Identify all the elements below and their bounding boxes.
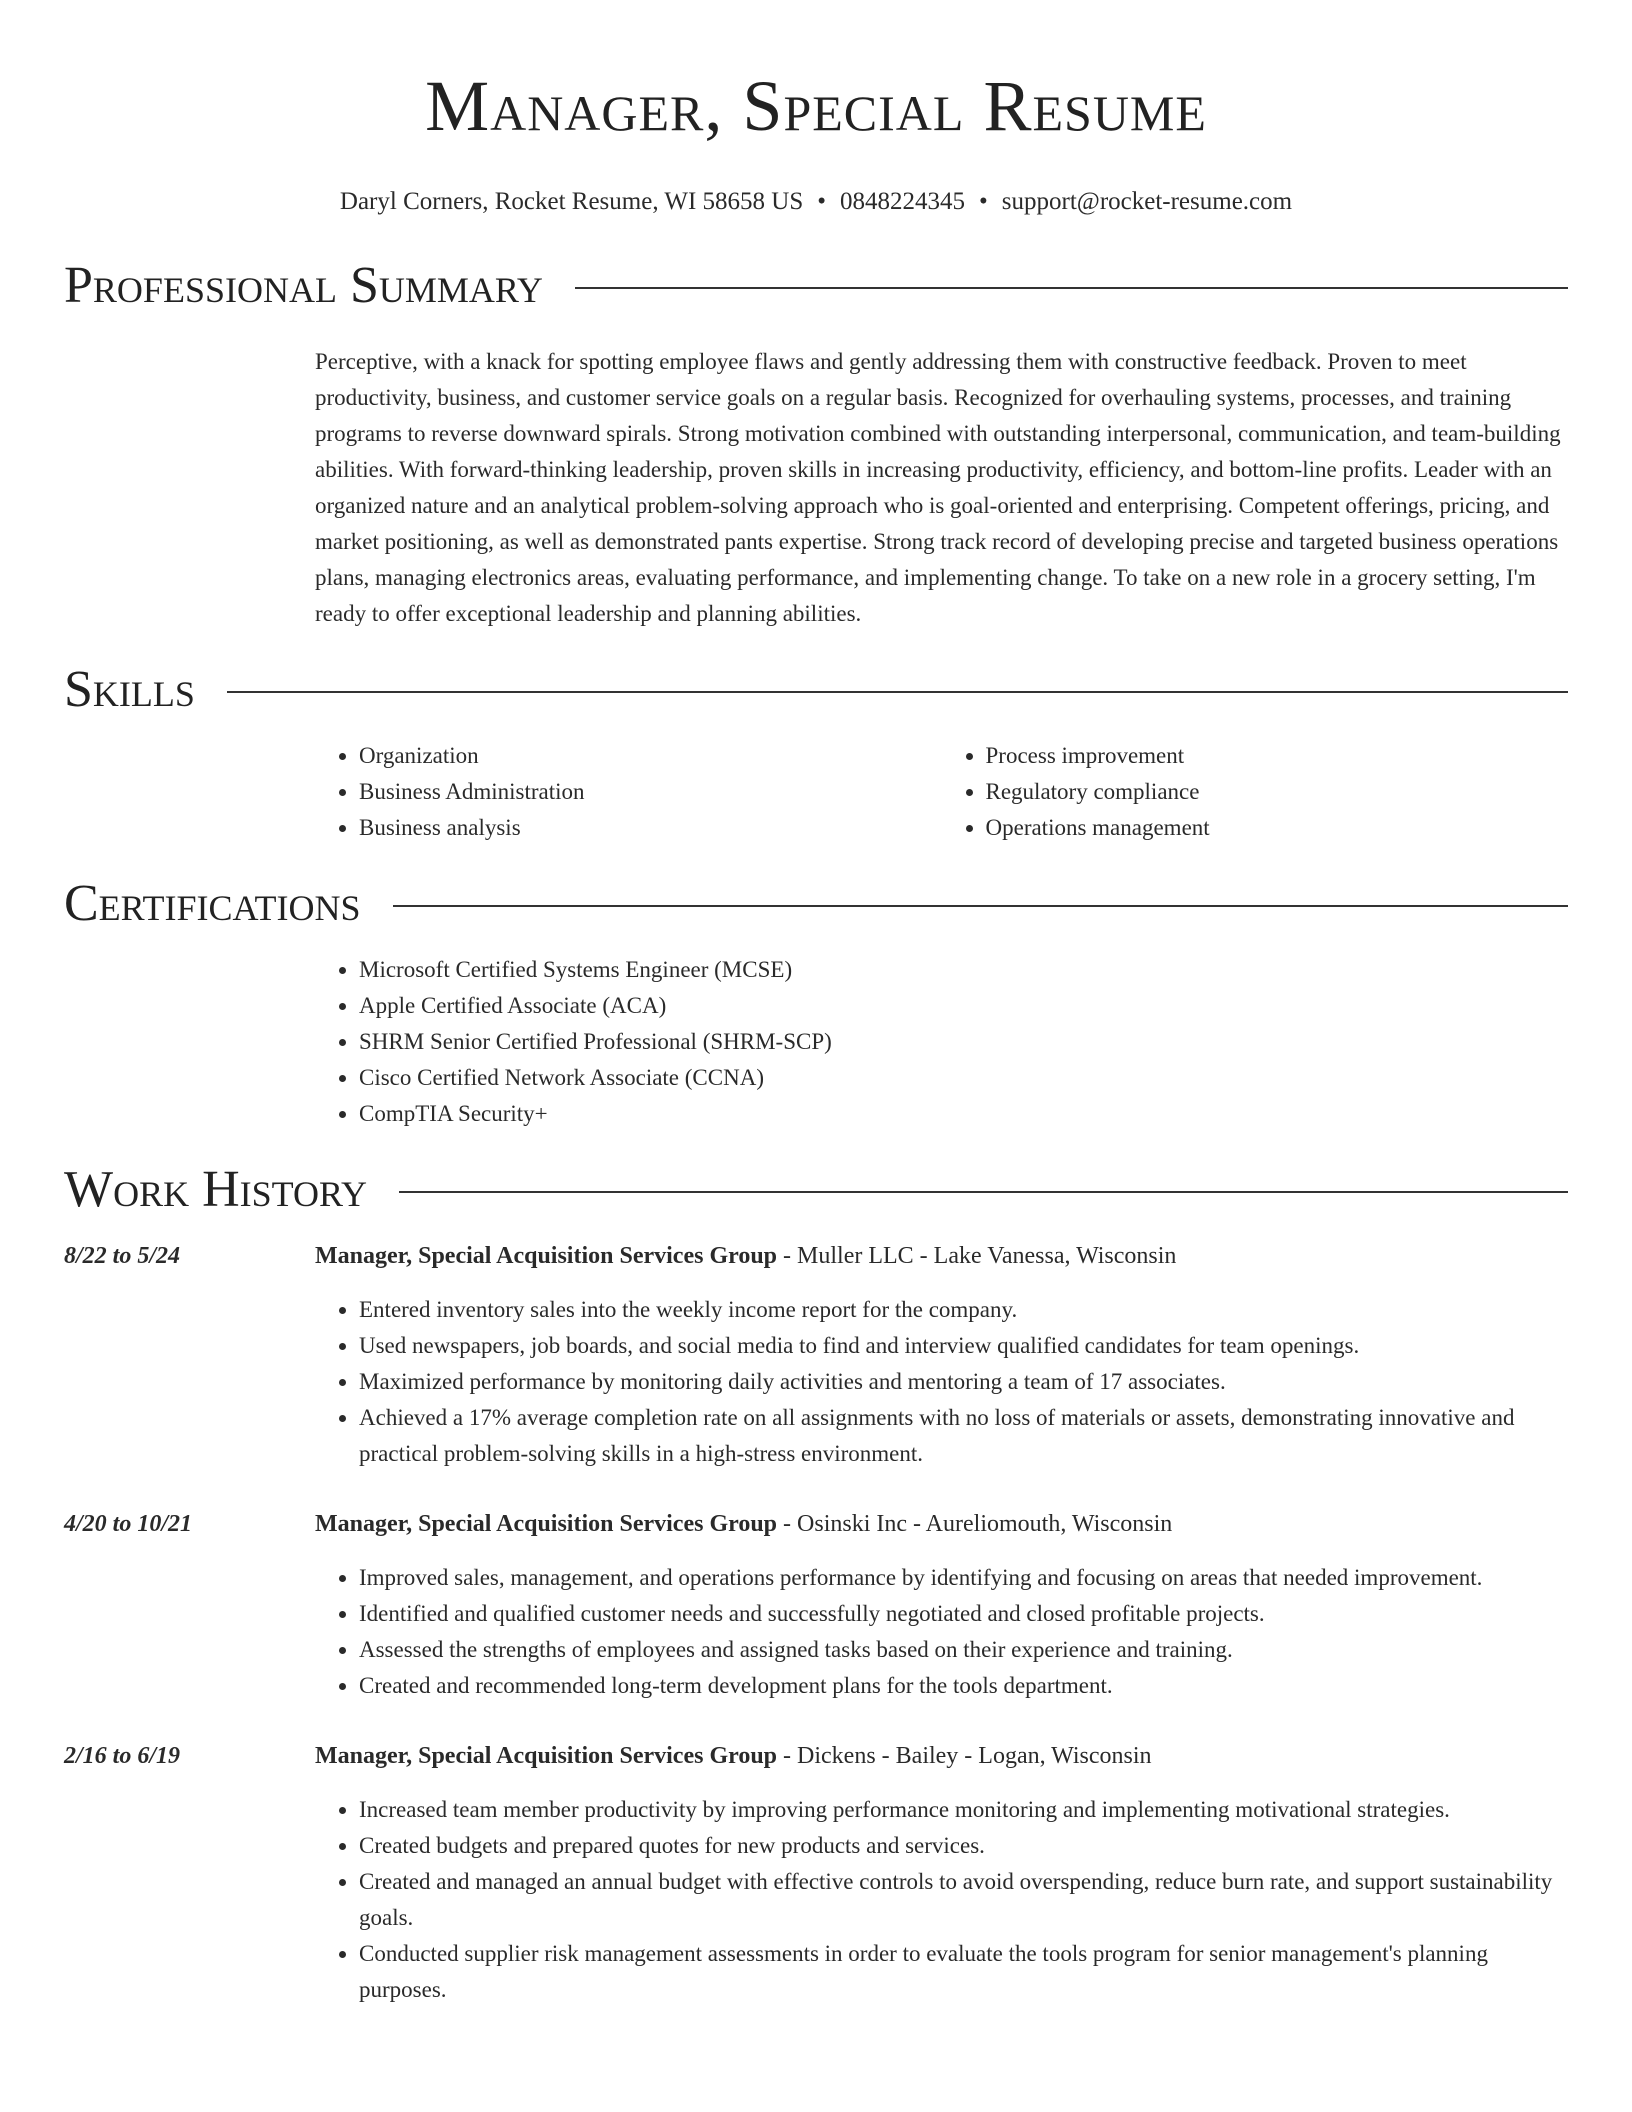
section-divider [393, 905, 1568, 907]
contact-phone: 0848224345 [840, 188, 966, 215]
skills-section [64, 658, 1568, 846]
section-divider [575, 287, 1568, 289]
job-company-location: - Dickens - Bailey - Logan, Wisconsin [777, 1743, 1152, 1769]
job-bullet: • Created and managed an annual budget with effective controls to avoid overspending, reduce burn rate, and support sustainability goals. [359, 1864, 1568, 1936]
skill-item: • Organization [359, 738, 942, 774]
job-bullet: • Conducted supplier risk management assessments in order to evaluate the tools program for senior management's planning purposes. [359, 1936, 1568, 2008]
job-dates: 8/22 to 5/24 [64, 1243, 181, 1269]
summary-text: Perceptive, with a knack for spotting employee flaws and gently addressing them with constructive feedback. Proven to meet productivity, business, and customer service goals on a regular basis. Recognized for overhauling systems, processes, and training programs to reverse downward spirals. Strong motivation combined with outstanding interpersonal, communication, and team-building abilities. With forward-thinking leadership, proven skills in increasing productivity, efficiency, and bottom-line profits. Leader with an organized nature and an analytical problem-solving approach who is goal-oriented and enterprising. Competent offerings, pricing, and market positioning, as well as demonstrated pants expertise. Strong track record of developing precise and targeted business operations plans, managing electronics areas, evaluating performance, and implementing change. To take on a new role in a grocery setting, I'm ready to offer exceptional leadership and planning abilities. [315, 349, 1561, 626]
job-heading [315, 1506, 1568, 1542]
certifications-header [64, 872, 1568, 936]
resume-name: Manager, Special Resume [425, 66, 1207, 146]
skill-item: • Business analysis [359, 810, 942, 846]
job-details [315, 1506, 1568, 1704]
job-bullet: • Achieved a 17% average completion rate on all assignments with no loss of materials or assets, demonstrating innovative and practical problem-solving skills in a high-stress environment. [359, 1400, 1568, 1472]
job-bullet: • Assessed the strengths of employees and assigned tasks based on their experience and training. [359, 1632, 1568, 1668]
skill-item: • Regulatory compliance [986, 774, 1569, 810]
summary-section [64, 254, 1568, 632]
contact-separator: • [817, 188, 827, 215]
skills-title: Skills [64, 661, 195, 718]
contact-email: support@rocket-resume.com [1001, 188, 1293, 215]
skill-item: • Operations management [986, 810, 1569, 846]
contact-line [64, 186, 1568, 218]
job-company-location: - Muller LLC - Lake Vanessa, Wisconsin [777, 1243, 1177, 1269]
contact-address: Daryl Corners, Rocket Resume, WI 58658 US [339, 188, 804, 215]
summary-header [64, 254, 1568, 318]
job-entry [64, 1238, 1568, 1472]
certification-item: • SHRM Senior Certified Professional (SHRM-SCP) [359, 1024, 1568, 1060]
job-title: Manager, Special Acquisition Services Group [315, 1243, 778, 1269]
job-dates: 2/16 to 6/19 [64, 1743, 181, 1769]
certifications-title: Certifications [64, 875, 361, 932]
job-bullets [315, 1792, 1568, 2008]
job-bullet: • Identified and qualified customer needs and successfully negotiated and closed profitable projects. [359, 1596, 1568, 1632]
job-details [315, 1238, 1568, 1472]
skill-item: • Business Administration [359, 774, 942, 810]
work-section [64, 1158, 1568, 2008]
contact-separator: • [979, 188, 988, 215]
skill-item: • Process improvement [986, 738, 1569, 774]
work-header [64, 1158, 1568, 1222]
skills-right-list [942, 738, 1569, 846]
job-bullets [315, 1560, 1568, 1704]
job-bullet: • Used newspapers, job boards, and social media to find and interview qualified candidates for team openings. [359, 1328, 1568, 1364]
job-bullet: • Increased team member productivity by improving performance monitoring and implementing motivational strategies. [359, 1792, 1568, 1828]
job-bullet: • Maximized performance by monitoring daily activities and mentoring a team of 17 associates. [359, 1364, 1568, 1400]
job-bullets [315, 1292, 1568, 1472]
job-title: Manager, Special Acquisition Services Group [315, 1511, 778, 1537]
job-bullet: • Entered inventory sales into the weekly income report for the company. [359, 1292, 1568, 1328]
summary-body [315, 344, 1568, 632]
certifications-section [64, 872, 1568, 1132]
job-dates: 4/20 to 10/21 [64, 1511, 193, 1537]
job-details [315, 1738, 1568, 2008]
certification-item: • Apple Certified Associate (ACA) [359, 988, 1568, 1024]
job-title: Manager, Special Acquisition Services Group [315, 1743, 778, 1769]
job-heading [315, 1238, 1568, 1274]
certification-item: • Cisco Certified Network Associate (CCNA) [359, 1060, 1568, 1096]
section-divider [227, 691, 1568, 693]
job-entry [64, 1738, 1568, 2008]
job-bullet: • Created budgets and prepared quotes for new products and services. [359, 1828, 1568, 1864]
skills-grid [315, 738, 1568, 846]
job-heading [315, 1738, 1568, 1774]
summary-title: Professional Summary [64, 257, 543, 314]
job-company-location: - Osinski Inc - Aureliomouth, Wisconsin [777, 1511, 1173, 1537]
certification-item: • CompTIA Security+ [359, 1096, 1568, 1132]
section-divider [399, 1191, 1568, 1193]
certifications-body [315, 952, 1568, 1132]
work-title: Work History [64, 1161, 368, 1218]
job-bullet: • Improved sales, management, and operations performance by identifying and focusing on areas that needed improvement. [359, 1560, 1568, 1596]
skills-left-list [315, 738, 942, 846]
certifications-list [315, 952, 1568, 1132]
certification-item: • Microsoft Certified Systems Engineer (MCSE) [359, 952, 1568, 988]
job-entry [64, 1506, 1568, 1704]
job-bullet: • Created and recommended long-term development plans for the tools department. [359, 1668, 1568, 1704]
work-history-list [64, 1238, 1568, 2008]
skills-header [64, 658, 1568, 722]
